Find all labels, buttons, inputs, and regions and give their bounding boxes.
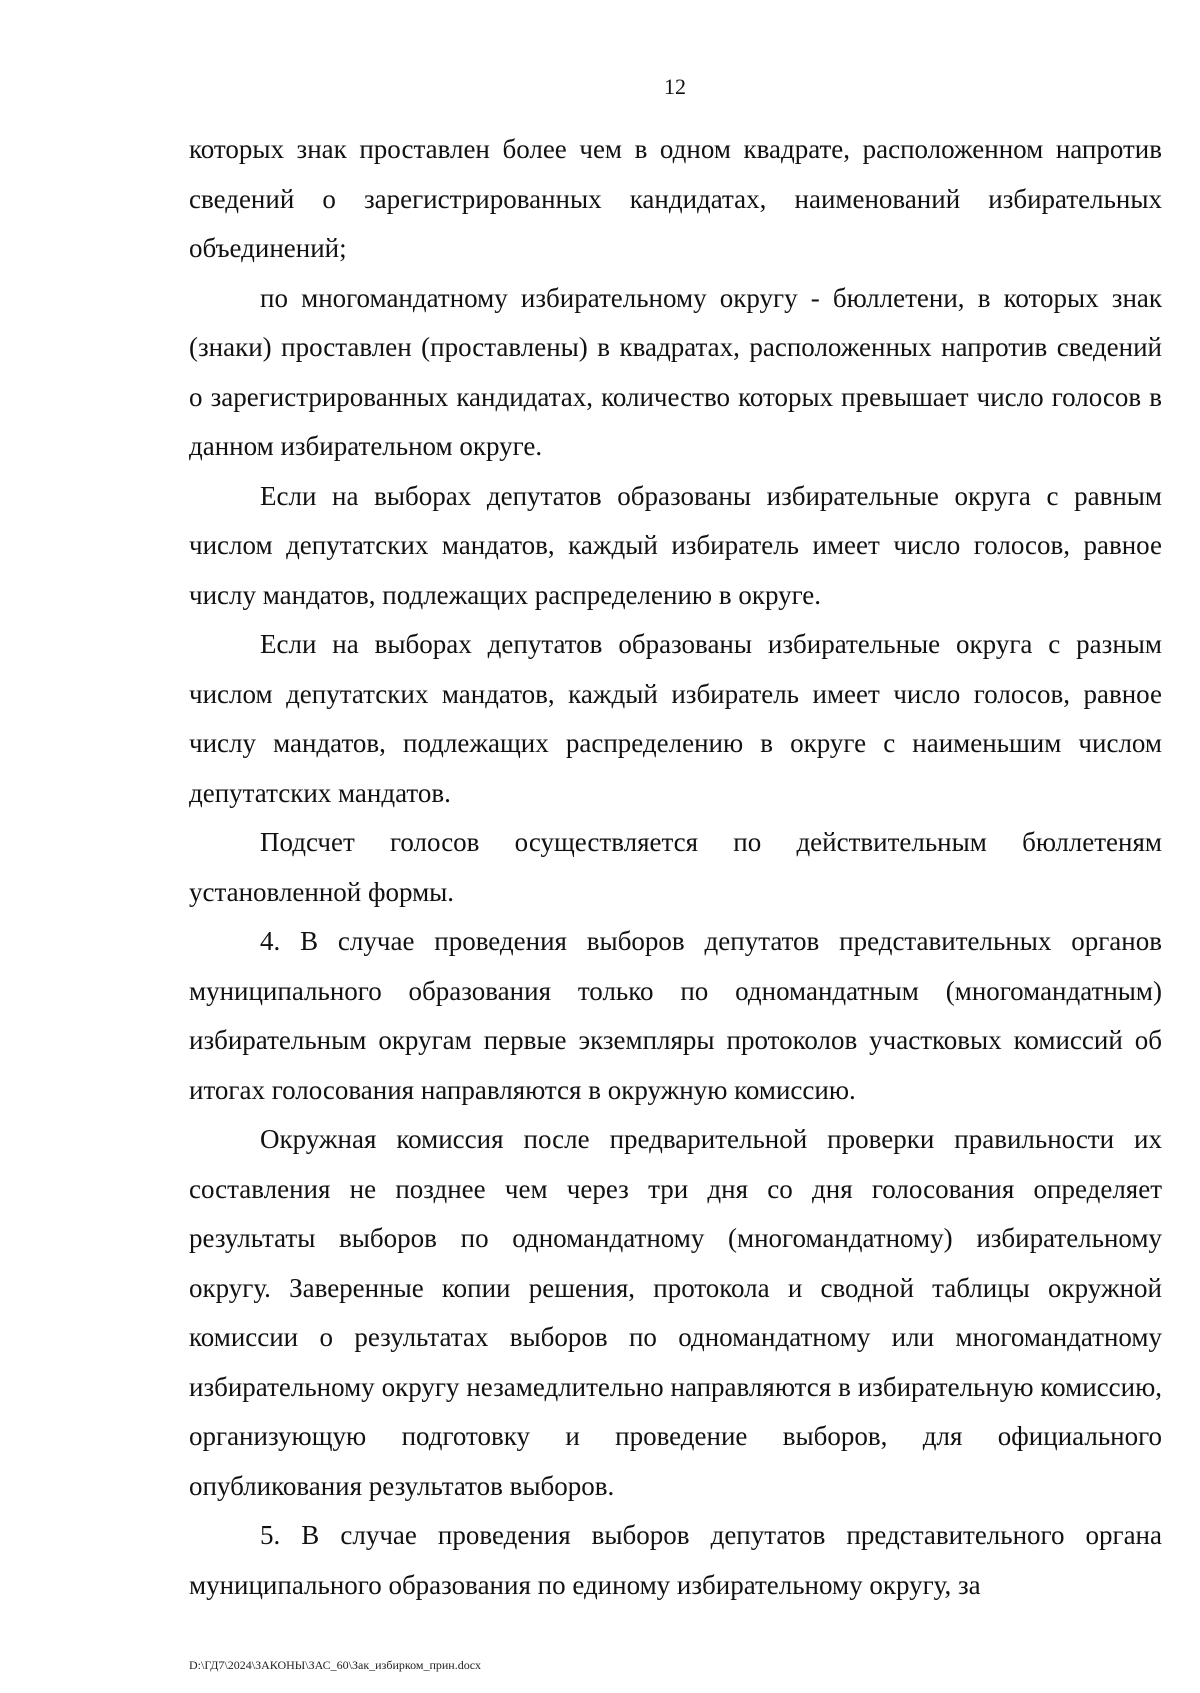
paragraph-item-5: 5. В случае проведения выборов депутатов представительного органа муниципального образования по единому избирательному округу, за: [189, 1520, 1162, 1600]
document-body: [189, 125, 1162, 1610]
paragraph-continuation: которых знак проставлен более чем в одном квадрате, расположенном напротив сведений о зарегистрированных кандидатах, наименований избирательных объединений;: [189, 134, 1162, 263]
paragraph-item-4: 4. В случае проведения выборов депутатов представительных органов муниципального образования только по одномандатным (многомандатным) избирательным округам первые экземпляры протоколов участковых комиссий об итогах голосования направляются в окружную комиссию.: [189, 926, 1162, 1105]
page-number: 12: [664, 74, 686, 99]
paragraph: Если на выборах депутатов образованы избирательные округа с разным числом депутатских мандатов, каждый избиратель имеет число голосов, равное числу мандатов, подлежащих распределению в округе с наименьшим числом депутатских мандатов.: [189, 629, 1162, 808]
paragraph: Подсчет голосов осуществляется по действительным бюллетеням установленной формы.: [189, 827, 1162, 907]
paragraph: Окружная комиссия после предварительной проверки правильности их составления не позднее чем через три дня со дня голосования определяет результаты выборов по одномандатному (многомандатному) избирательному округу. Заверенные копии решения, протокола и сводной таблицы окружной комиссии о результатах выборов по одномандатному или многомандатному избирательному округу незамедлительно направляются в избирательную комиссию, организующую подготовку и проведение выборов, для официального опубликования результатов выборов.: [189, 1124, 1162, 1501]
paragraph: по многомандатному избирательному округу - бюллетени, в которых знак (знаки) проставлен (проставлены) в квадратах, расположенных напротив сведений о зарегистрированных кандидатах, количество которых превышает число голосов в данном избирательном округе.: [189, 282, 1162, 461]
footer-file-path: D:\ГД7\2024\ЗАКОНЫ\ЗАС_60\Зак_избирком_прин.docx: [189, 1658, 482, 1672]
paragraph: Если на выборах депутатов образованы избирательные округа с равным числом депутатских мандатов, каждый избиратель имеет число голосов, равное числу мандатов, подлежащих распределению в округе.: [189, 480, 1162, 610]
